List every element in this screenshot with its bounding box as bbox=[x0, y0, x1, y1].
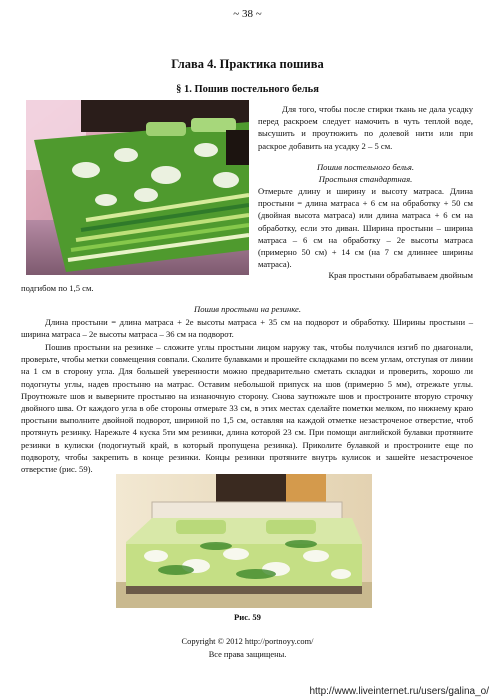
watermark-url: http://www.liveinternet.ru/users/galina_o/ bbox=[309, 686, 489, 697]
standard-sheet-text: Отмерьте длину и ширину и высоту матраса. Длина простыни = длина матраса + 6 см на обработку + 50 см (двойная высота матраса) или длина матраса + 6 см на обработку, если это диван. Ширина простыни – ширина матраса – 6 см на обработку – 2е высоты матраса (примерно 50 см) + 14 см (на 7 см длиннее ширины матраса). bbox=[258, 186, 473, 270]
figure-caption: Рис. 59 bbox=[234, 612, 261, 622]
chapter-title: Глава 4. Практика пошива bbox=[171, 57, 324, 71]
footer-copyright: Copyright © 2012 http://portnoyy.com/ bbox=[181, 637, 314, 646]
edge-text-line1: Края простыни обрабатываем двойным bbox=[328, 270, 473, 280]
page-number: ~ 38 ~ bbox=[233, 8, 262, 20]
elastic-sheet-text: Длина простыни = длина матраса + 2е высоты матраса + 35 см на подворот и обработку. Ширины простыни – ширина матраса – 2е высоты матраса – 36 см на подворот. bbox=[21, 317, 473, 340]
edge-text-line2: подгибом по 1,5 см. bbox=[21, 283, 94, 293]
bed-photo-fig59 bbox=[116, 474, 372, 608]
subheading-bedding: Пошив постельного белья. bbox=[316, 162, 415, 172]
section-title: § 1. Пошив постельного белья bbox=[176, 84, 319, 95]
bed-photo-1 bbox=[26, 100, 249, 275]
subheading-elastic-sheet: Пошив простыни на резинке. bbox=[194, 304, 301, 314]
footer-rights: Все права защищены. bbox=[208, 650, 287, 659]
intro-paragraph: Для того, чтобы после стирки ткань не дала усадку перед раскроем следует намочить в чуть теплой воде, высушить и проутюжить по долевой нити или при раскрое добавить на усадку 2 – 5 см. bbox=[258, 104, 473, 151]
elastic-process-text: Пошив простыни на резинке – сложите углы простыни лицом наружу так, чтобы получился изгиб по диагонали, проверьте, чтобы метки совмещения совпали. Сколите булавками и прошейте складками по всем углам, отступая от линии на 1 см в сторону угла. Для большей уверенности можно предварительно сметать складки и проверить, хорошо ли подогнуты углы, надев простыню на матрас. Оставим небольшой припуск на шов (примерно 5 мм), отрежьте углы. Проутюжьте шов и выверните простыню на изнаночную сторону. Снова заутюжьте шов и простроните вторую строчку двойного шва. От каждого угла в обе стороны отмерьте 33 см, в этих местах сделайте пометки мелком, по нижнему краю простыни выполните двойной подворот, шириной по 1,5 см, оставляя на каждой отметке незастроченое отверстие, чтоб протянуть резинку. Нарежьте 4 куска 5ти мм резинки, длина которой 23 см. При помощи английской булавки протяните резинки в кулиски (подогнутый край, в который пропущена резинка). Приколите булавкой и простроните еще по подвороту, чтобы закрепить в конце резинки. Концы резинки протяните внутрь кулисок и зашейте незастроченое отверстие (рис. 59). bbox=[21, 342, 473, 475]
subheading-standard-sheet: Простыня стандартная. bbox=[318, 174, 413, 184]
